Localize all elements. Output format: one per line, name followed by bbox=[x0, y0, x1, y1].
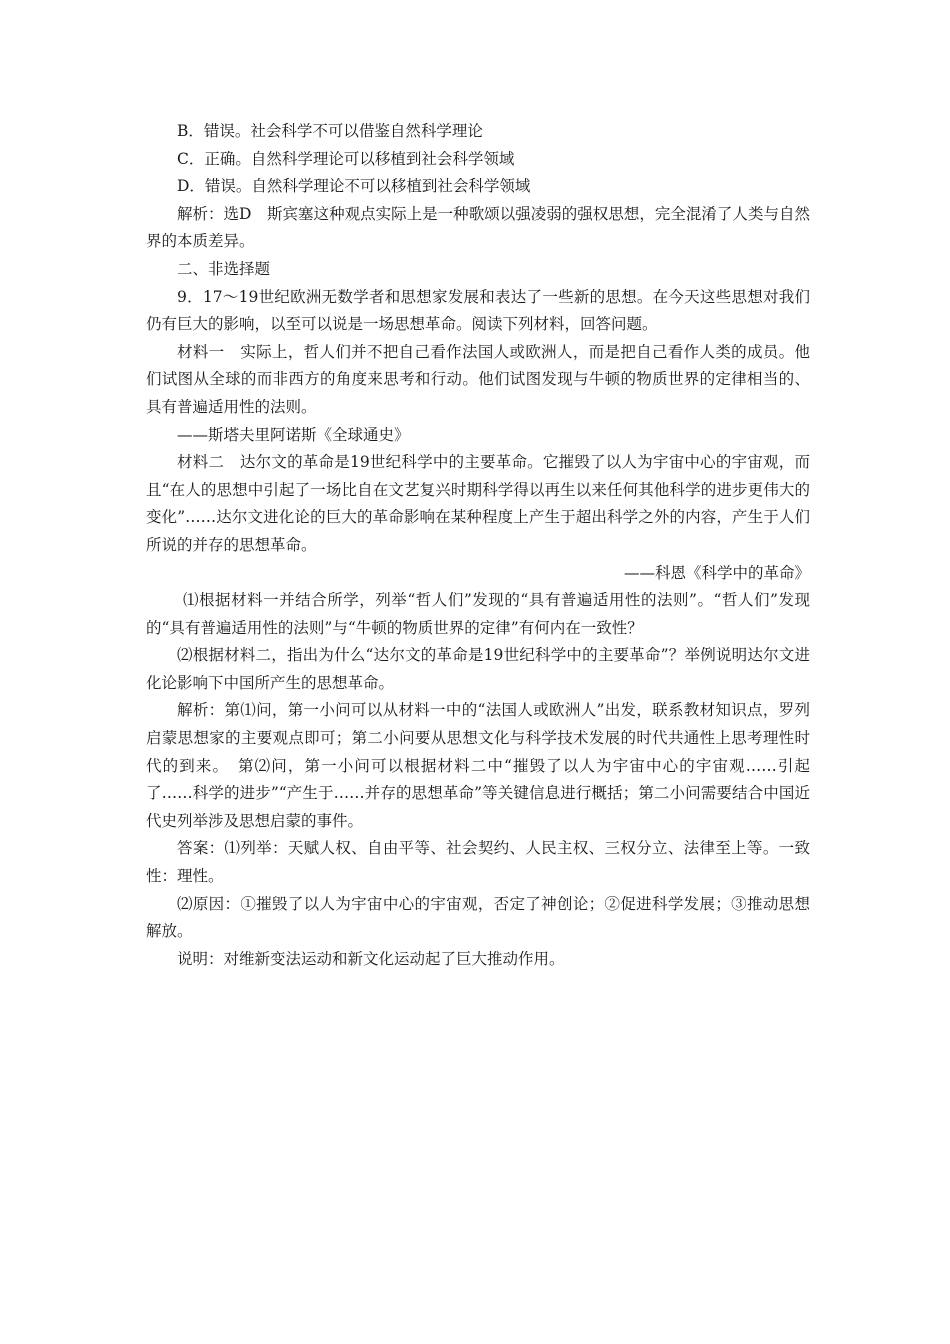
answer-part-2: ⑵原因：①摧毁了以人为宇宙中心的宇宙观，否定了神创论；②促进科学发展；③推动思想解放。 bbox=[146, 894, 810, 941]
option-c: C．正确。自然科学理论可以移植到社会科学领域 bbox=[177, 149, 515, 168]
sub-question-2: ⑵根据材料二，指出为什么“达尔文的革命是19世纪科学中的主要革命”？举例说明达尔文进化论影响下中国所产生的思想革命。 bbox=[146, 646, 810, 692]
answer-explanation: 说明：对维新变法运动和新文化运动起了巨大推动作用。 bbox=[177, 949, 565, 968]
material-1: 材料一 实际上，哲人们并不把自己看作法国人或欧洲人，而是把自己看作人类的成员。他们试图从全球的而非西方的角度来思考和行动。他们试图发现与牛顿的物质世界的定律相当的、具有普遍适用性的法则。 bbox=[146, 342, 810, 416]
material-2-source: ——科恩《科学中的革命》 bbox=[623, 563, 810, 582]
material-2: 材料二 达尔文的革命是19世纪科学中的主要革命。它摧毁了以人为宇宙中心的宇宙观，而且“在人的思想中引起了一场比自在文艺复兴时期科学得以再生以来任何其他科学的进步更伟大的变化”……达尔文进化论的巨大的革命影响在某种程度上产生于超出科学之外的内容，产生于人们所说的并存的思想革命。 bbox=[146, 453, 810, 554]
option-b: B．错误。社会科学不可以借鉴自然科学理论 bbox=[177, 122, 483, 140]
section-heading: 二、非选择题 bbox=[177, 259, 271, 278]
question-9-intro: 9．17～19世纪欧洲无数学者和思想家发展和表达了一些新的思想。在今天这些思想对我们仍有巨大的影响，以至可以说是一场思想革命。阅读下列材料，回答问题。 bbox=[146, 287, 810, 334]
answer-part-1: 答案：⑴列举：天赋人权、自由平等、社会契约、人民主权、三权分立、法律至上等。一致性：理性。 bbox=[146, 839, 810, 886]
analysis-q9: 解析：第⑴问，第一小问可以从材料一中的“法国人或欧洲人”出发，联系教材知识点，罗列启蒙思想家的主要观点即可；第二小问要从思想文化与科学技术发展的时代共通性上思考理性时代的到来。 第⑵问，第一小问可以根据材料二中“摧毁了以人为宇宙中心的宇宙观……引起了……科学的进步”“产生于……并存的思想革命”等关键信息进行概括；第二小问需要结合中国近代史列举涉及思想启蒙的事件。 bbox=[146, 701, 810, 830]
analysis-q8: 解析：选D 斯宾塞这种观点实际上是一种歌颂以强凌弱的强权思想，完全混淆了人类与自然界的本质差异。 bbox=[146, 204, 810, 251]
option-d: D．错误。自然科学理论不可以移植到社会科学领域 bbox=[177, 177, 531, 196]
document-page bbox=[146, 118, 810, 973]
sub-question-1: ⑴根据材料一并结合所学，列举“哲人们”发现的“具有普遍适用性的法则”。“哲人们”发现的“具有普遍适用性的法则”与“牛顿的物质世界的定律”有何内在一致性？ bbox=[146, 591, 810, 637]
material-1-source: ——斯塔夫里阿诺斯《全球通史》 bbox=[177, 425, 410, 444]
